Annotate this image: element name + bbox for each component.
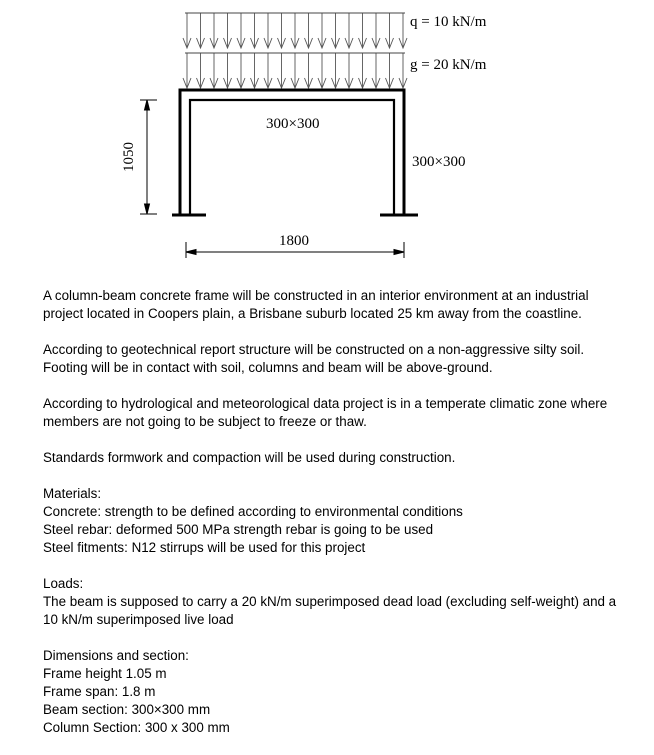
beam-section-label: 300×300 (266, 116, 320, 132)
loads-heading: Loads: (43, 576, 84, 591)
span-label: 1800 (279, 233, 309, 249)
dimensions-section (43, 647, 628, 737)
frame-outline (180, 90, 404, 214)
height-dimension (140, 100, 157, 214)
dimensions-column: Column Section: 300 x 300 mm (43, 720, 230, 735)
intro-paragraph: A column-beam concrete frame will be constructed in an interior environment at an industrial project located in Coopers plain, a Brisbane suburb located 25 km away from the coastline. (43, 288, 589, 321)
dimensions-beam: Beam section: 300×300 mm (43, 702, 211, 717)
dead-load-label: g = 20 kN/m (410, 57, 487, 73)
materials-section (43, 485, 628, 557)
materials-heading: Materials: (43, 486, 102, 501)
dimensions-span: Frame span: 1.8 m (43, 684, 156, 699)
live-load-label: q = 10 kN/m (410, 14, 487, 30)
materials-concrete: Concrete: strength to be defined according to environmental conditions (43, 504, 463, 519)
column-section-label: 300×300 (412, 154, 466, 170)
loads-description: The beam is supposed to carry a 20 kN/m superimposed dead load (excluding self-weight) and a 10 kN/m superimposed live load (43, 594, 617, 627)
height-label: 1050 (121, 142, 137, 172)
hydro-paragraph: According to hydrological and meteorological data project is in a temperate climatic zone where members are not going to be subject to freeze or thaw. (43, 396, 608, 429)
materials-rebar: Steel rebar: deformed 500 MPa strength rebar is going to be used (43, 522, 434, 537)
geotech-paragraph: According to geotechnical report structure will be constructed on a non-aggressive silty soil. Footing will be in contact with soil, columns and beam will be above-ground. (43, 342, 585, 375)
dimensions-height: Frame height 1.05 m (43, 666, 167, 681)
dimensions-heading: Dimensions and section: (43, 648, 189, 663)
standards-paragraph: Standards formwork and compaction will be used during construction. (43, 450, 456, 465)
loads-section (43, 575, 628, 629)
materials-fitments: Steel fitments: N12 stirrups will be used for this project (43, 540, 366, 555)
frame-diagram (0, 0, 654, 285)
load-arrows (183, 13, 407, 88)
description-text (43, 287, 628, 755)
